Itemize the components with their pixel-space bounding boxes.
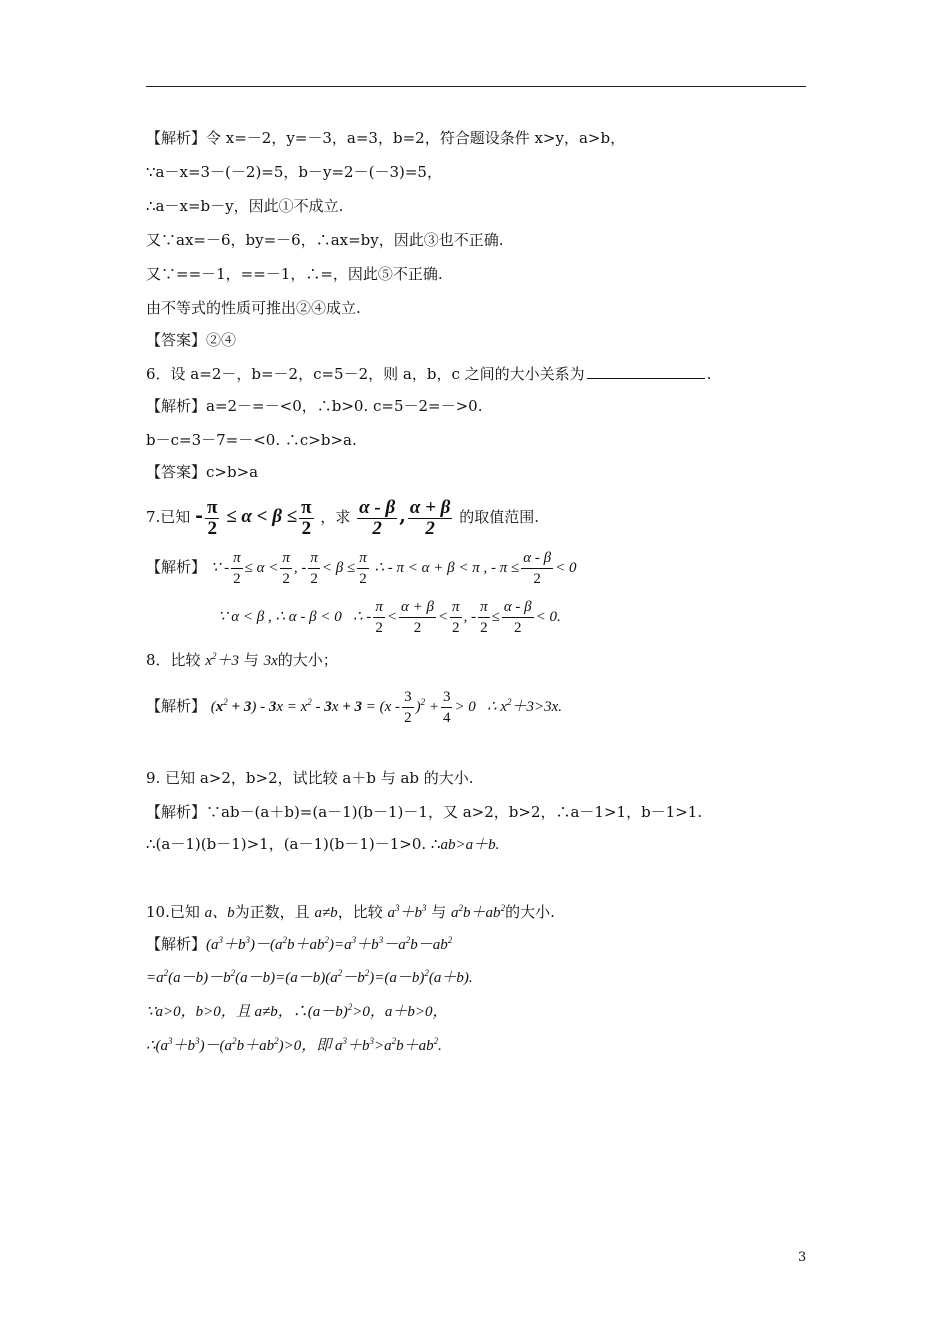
solution-5-line-5: 又∵==－1，==－1，∴=，因此⑤不正确. [146, 265, 443, 283]
s7-f: < 0 [555, 560, 577, 576]
solution-10-label: 【解析】 [146, 935, 207, 953]
solution-5-line-1: 【解析】令 x=－2，y=－3，a=3，b=2，符合题设条件 x>y，a>b， [146, 129, 626, 147]
solution-10-line-2: $=a^2(a-b)-b^2(a-b)=(a-b)(a^2-b^2)=(a-b)^2(a+b)$. [146, 968, 473, 986]
solution-5-line-2: ∵a－x=3－(－2)=5，b－y=2－(－3)=5， [146, 163, 442, 181]
question-6 [146, 364, 711, 384]
question-9: 9. 已知 a>2，b>2，试比较 a＋b 与 ab 的大小. [146, 769, 474, 787]
s7-f5: $\frac{\alpha - \beta}{2}$ [523, 549, 552, 587]
solution-8-label: 【解析】 [146, 697, 207, 715]
header-rule [146, 86, 806, 87]
s7-f10: $\frac{\alpha - \beta}{2}$ [503, 598, 532, 636]
solution-7-line-1 [146, 545, 576, 590]
q10-e: ，比较 [337, 903, 383, 921]
s7-d: < β ≤ [321, 560, 356, 576]
s7-a: ∵ - [210, 560, 230, 576]
q10-c: 为正数，且 [234, 903, 310, 921]
s7-f8: $\frac{\pi}{2}$ [452, 598, 460, 636]
s7-f6: $\frac{\pi}{2}$ [375, 598, 383, 636]
s7-f3: $\frac{\pi}{2}$ [310, 549, 318, 587]
s7-f1: $\frac{\pi}{2}$ [233, 549, 241, 587]
s8-f2: $\frac{3}{4}$ [442, 688, 451, 726]
q10-d: a≠b [314, 905, 338, 921]
page-number: 3 [798, 1250, 807, 1265]
solution-10-line-4: $\therefore(a^3+b^3)-(a^2b+ab^2)>0$，即 $a^3+b^3>a^2b+ab^2$. [146, 1036, 442, 1054]
q8-expr2: 3x [263, 653, 278, 669]
q10-a: 10.已知 [146, 903, 200, 921]
solution-5-line-4: 又∵ax=－6，by=－6，∴ax=by，因此③也不正确. [146, 231, 504, 249]
solution-7-label: 【解析】 [146, 558, 207, 576]
solution-7-line-2 [218, 594, 561, 639]
q7-comma: ，求 [320, 508, 351, 526]
q7-sep: , [399, 505, 406, 527]
question-10: 10.已知 a、b为正数，且 a≠b，比较 $a^3+b^3$ 与 $a^2b+ab^2$的大小. [146, 903, 555, 921]
q7-frac-sum: $\frac{\alpha + \beta}{2}$ [409, 496, 451, 539]
answer-5: 【答案】②④ [146, 331, 237, 349]
q8-expr1: $x^2+3$ [205, 651, 240, 669]
s8-c: > 0 ∴ $x^2+3>3x$. [454, 697, 563, 715]
q10-expr: $a^3+b^3$ [387, 903, 427, 921]
solution-5-line-6: 由不等式的性质可推出②④成立. [146, 299, 361, 317]
s7-i: < [437, 609, 449, 625]
question-8-tail: 的大小； [277, 651, 338, 669]
question-7-tail: 的取值范围. [459, 508, 539, 526]
s7-e: ∴ - π < α + β < π , - π ≤ [370, 560, 520, 576]
s9-italic: ab>a＋b. [440, 837, 500, 853]
solution-10-line-3: ∵a>0，b>0，且 a≠b，$\therefore(a-b)^2>0$，a＋b>0， [146, 1002, 448, 1020]
q7-formula-a: - [195, 505, 203, 527]
s7-c: , - [293, 560, 307, 576]
solution-6-line-2: b－c=3－7=－<0. ∴c>b>a. [146, 431, 357, 449]
question-8-prefix: 8．比较 [146, 651, 201, 669]
question-6-text: 6．设 a=2－，b=－2，c=5－2，则 a，b，c 之间的大小关系为 [146, 365, 585, 383]
solution-9-line-1: 【解析】∵ab－(a＋b)=(a－1)(b－1)－1，又 a>2，b>2，∴a－1>1，b－1>1. [146, 803, 703, 821]
solution-10-line-1 [146, 934, 452, 955]
s8-a: $(x^2 + 3) - 3x = x^2 - 3x + 3 = (x$ - [210, 697, 401, 715]
question-6-end: . [706, 365, 712, 383]
s7-j: , - [463, 609, 477, 625]
s10-l1: $(a^3+b^3)-(a^2b+ab^2)=a^3+b^3-a^2b-ab^2$ [206, 935, 453, 953]
solution-5-line-3: ∴a－x=b－y，因此①不成立. [146, 197, 344, 215]
s7-l: < 0. [535, 609, 561, 625]
q10-b: a、b [204, 905, 235, 921]
solution-6-line-1: 【解析】a=2－=－<0，∴b>0. c=5－2=－>0. [146, 397, 483, 415]
s7-f7: $\frac{\alpha + \beta}{2}$ [400, 598, 434, 636]
question-7-prefix: 7.已知 [146, 508, 191, 526]
s8-f1: $\frac{3}{2}$ [404, 688, 412, 726]
question-8-and: 与 [243, 651, 259, 669]
q7-frac-pi-2: $\frac{\pi}{2}$ [206, 496, 218, 539]
s7-b: ≤ α < [244, 560, 279, 576]
s9-text: ∴(a－1)(b－1)>1，(a－1)(b－1)－1>0. ∴ [146, 835, 441, 853]
answer-6: 【答案】c>b>a [146, 463, 259, 481]
question-8 [146, 650, 338, 671]
solution-8 [146, 684, 562, 729]
answer-blank [587, 364, 705, 379]
s7-g: ∵ α < β , ∴ α - β < 0 ∴ - [218, 609, 372, 625]
s7-h: < [386, 609, 397, 625]
q7-formula-b: ≤ α < β ≤ [226, 506, 298, 527]
q10-expr2: $a^2b+ab^2$ [451, 903, 506, 921]
s7-f2: $\frac{\pi}{2}$ [282, 549, 290, 587]
s7-k: ≤ [491, 609, 500, 625]
s7-f4: $\frac{\pi}{2}$ [359, 549, 367, 587]
q7-frac-diff: $\frac{\alpha - \beta}{2}$ [359, 496, 396, 539]
q7-frac-pi-2b: $\frac{\pi}{2}$ [301, 496, 312, 539]
question-7 [146, 494, 539, 539]
q10-f: 的大小. [505, 903, 555, 921]
s7-f9: $\frac{\pi}{2}$ [480, 598, 488, 636]
s8-b: )$^2$ + [415, 697, 439, 715]
solution-9-line-2 [146, 834, 499, 855]
